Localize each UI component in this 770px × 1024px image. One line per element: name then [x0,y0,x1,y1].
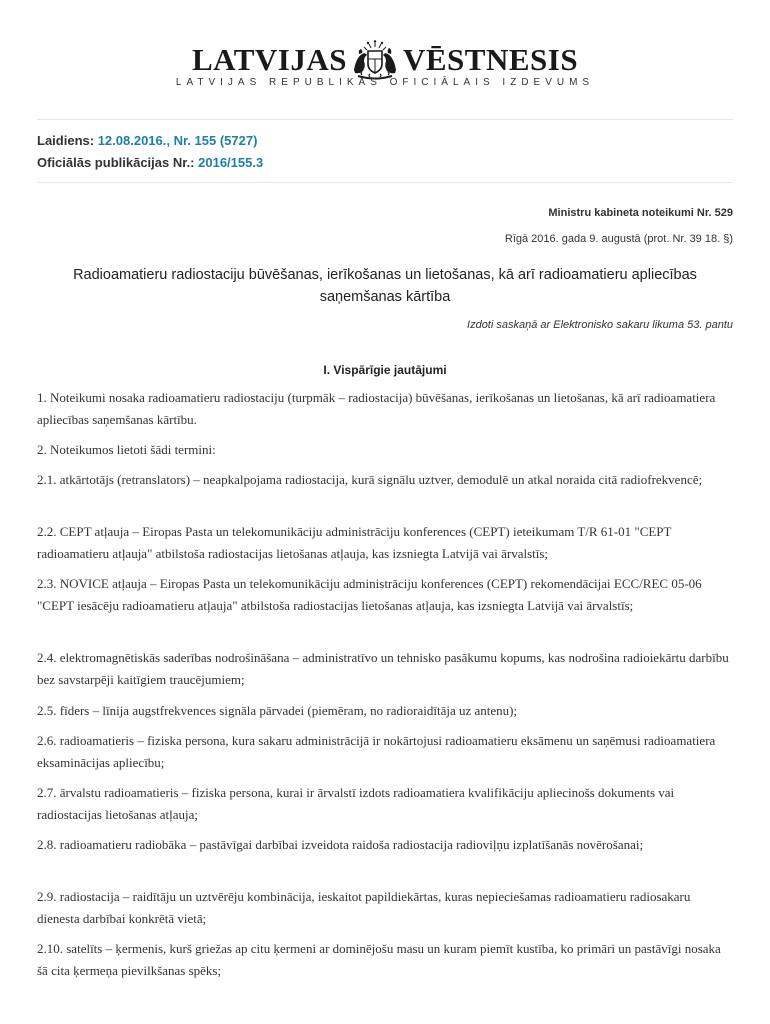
paragraph: 2.2. CEPT atļauja – Eiropas Pasta un telekomunikāciju administrāciju konferences (CEPT) ieteikumam T/R 61-01 "CEPT radioamatieru atļauja" atbilstoša radiostacijas lietošanas atļauja, kas izsniegta Latvijā vai ārvalstīs; [37,524,672,561]
issue-label: Laidiens: [37,133,95,148]
logo[interactable] [0,40,770,80]
paragraph: 2.8. radioamatieru radiobāka – pastāvīgai darbībai izveidota raidoša radiostacija radioviļņu izplatīšanās novērošanai; [37,837,644,852]
logo-word-right: VĒSTNESIS [402,42,579,77]
publication-link[interactable]: 2016/155.3 [198,155,264,170]
paragraph: 2.5. fīders – līnija augstfrekvences signāla pārvadei (piemēram, no radioraidītāja uz antenu); [37,703,518,718]
publication-label: Oficiālās publikācijas Nr.: [37,155,195,170]
paragraph: 2.7. ārvalstu radioamatieris – fiziska persona, kurai ir ārvalstī izdots radioamatiera kvalifikāciju apliecinošs dokuments vai radiostacijas lietošanas atļauja; [37,785,675,822]
regulation-number: Ministru kabineta noteikumi Nr. 529 [548,207,733,219]
coat-of-arms-icon [350,40,400,80]
masthead[interactable] [0,30,770,92]
paragraph: 2.1. atkārtotājs (retranslators) – neapkalpojama radiostacija, kurā signālu uztver, demodulē un atkal noraida citā radiofrekvencē; [37,472,703,487]
section-heading: I. Vispārīgie jautājumi [323,363,447,377]
paragraph: 2.3. NOVICE atļauja – Eiropas Pasta un telekomunikāciju administrāciju konferences (CEPT) rekomendācijai ECC/REC 05-06 "CEPT iesācēju radioamatieru atļauja" atbilstoša radiostacijas lietošanas atļauja, kas izsniegta Latvijā vai ārvalstīs; [37,576,702,613]
place-date: Rīgā 2016. gada 9. augustā (prot. Nr. 39 18. §) [504,233,733,245]
paragraph: 2. Noteikumos lietoti šādi termini: [37,442,216,457]
publication-line [37,152,733,174]
paragraph: 2.4. elektromagnētiskās saderības nodrošināšana – administratīvo un tehnisko pasākumu kopums, kas nodrošina radioiekārtu darbību bez savstarpēji kaitīgiem traucējumiem; [37,650,729,687]
issue-link[interactable]: 12.08.2016., Nr. 155 (5727) [97,133,258,148]
logo-subtitle: LATVIJAS REPUBLIKAS OFICIĀLAIS IZDEVUMS [175,77,595,88]
divider [37,119,733,120]
paragraph: 2.6. radioamatieris – fiziska persona, kura sakaru administrācijā ir nokārtojusi radioamatieru eksāmenu un saņēmusi radioamatiera eksaminācijas apliecību; [37,733,716,770]
issue-line [37,130,733,152]
issued-under: Izdoti saskaņā ar Elektronisko sakaru likuma 53. pantu [467,319,733,331]
document-title: Radioamatieru radiostaciju būvēšanas, ierīkošanas un lietošanas, kā arī radioamatieru apliecības saņemšanas kārtība [73,267,697,305]
paragraph: 2.9. radiostacija – raidītāju un uztvērēju kombinācija, ieskaitot papildiekārtas, kuras nepieciešamas radioamatieru radiosakaru dienesta darbībai konkrētā vietā; [37,889,691,926]
logo-word-left: LATVIJAS [191,42,347,77]
divider [37,182,733,183]
paragraph: 2.10. satelīts – ķermenis, kurš griežas ap citu ķermeni ar dominējošu masu un kuram piemīt kustība, ko primāri un pastāvīgi nosaka šā cita ķermeņa pievilkšanas spēks; [37,941,721,978]
paragraph: 1. Noteikumi nosaka radioamatieru radiostaciju (turpmāk – radiostacija) būvēšanas, ierīkošanas un lietošanas, kā arī radioamatiera apliecības saņemšanas kārtību. [37,390,716,427]
